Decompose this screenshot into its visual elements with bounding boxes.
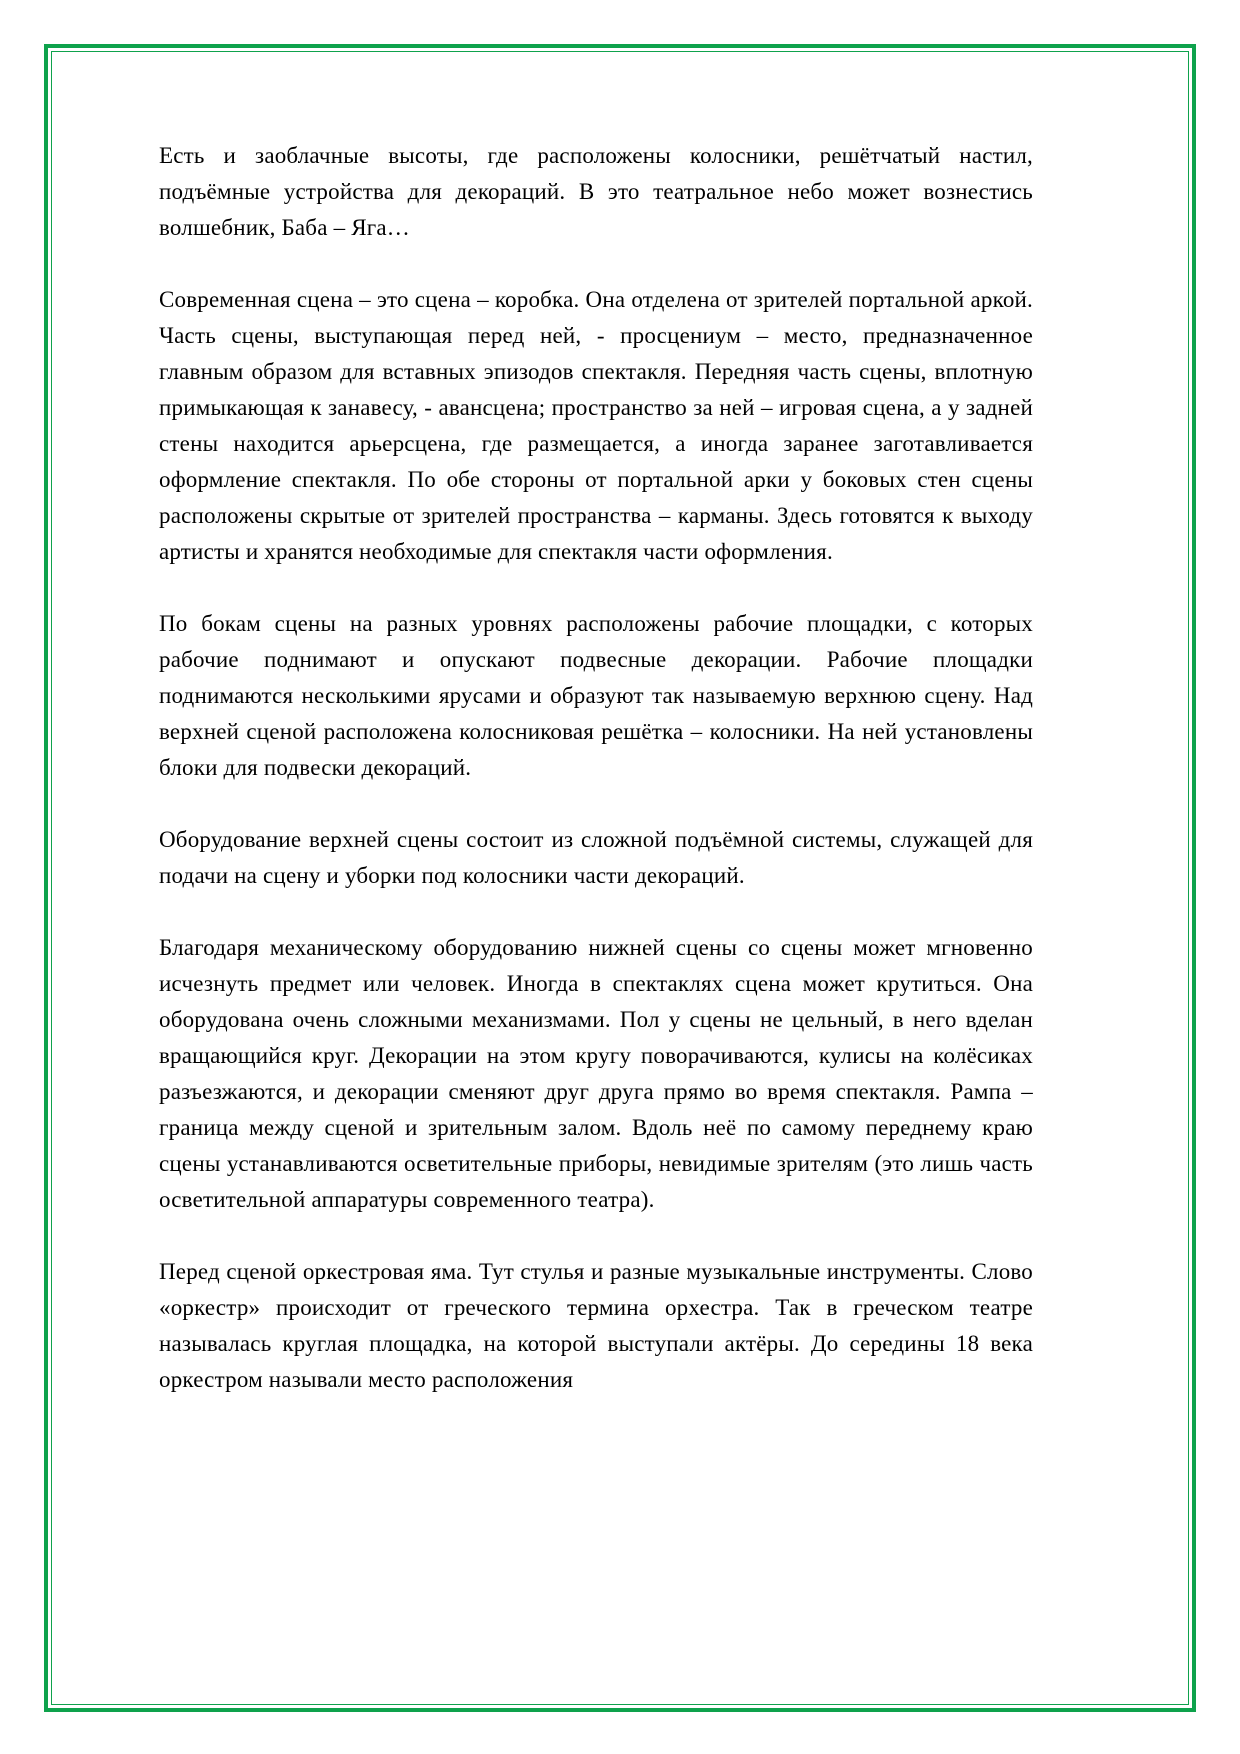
paragraph: Современная сцена – это сцена – коробка. Она отделена от зрителей портальной аркой. Часть сцены, выступающая перед ней, - просцениум – место, предназначенное главным образом для вставных эпизодов спектакля. Передняя часть сцены, вплотную примыкающая к занавесу, - авансцена; пространство за ней – игровая сцена, а у задней стены находится арьерсцена, где размещается, а иногда заранее заготавливается оформление спектакля. По обе стороны от портальной арки у боковых стен сцены расположены скрытые от зрителей пространства – карманы. Здесь готовятся к выходу артисты и хранятся необходимые для спектакля части оформления. [159, 287, 1033, 564]
paragraph: Оборудование верхней сцены состоит из сложной подъёмной системы, служащей для подачи на сцену и уборки под колосники части декораций. [159, 827, 1033, 888]
paragraph: Есть и заоблачные высоты, где расположены колосники, решётчатый настил, подъёмные устройства для декораций. В это театральное небо может вознестись волшебник, Баба – Яга… [159, 143, 1033, 240]
paragraph: Перед сценой оркестровая яма. Тут стулья и разные музыкальные инструменты. Слово «оркестр» происходит от греческого термина орхестра. Так в греческом театре называлась круглая площадка, на которой выступали актёры. До середины 18 века оркестром называли место расположения [159, 1259, 1033, 1392]
document-content [159, 138, 1033, 1434]
paragraph: По бокам сцены на разных уровнях расположены рабочие площадки, с которых рабочие поднимают и опускают подвесные декорации. Рабочие площадки поднимаются несколькими ярусами и образуют так называемую верхнюю сцену. Над верхней сценой расположена колосниковая решётка – колосники. На ней установлены блоки для подвески декораций. [159, 611, 1033, 780]
paragraph: Благодаря механическому оборудованию нижней сцены со сцены может мгновенно исчезнуть предмет или человек. Иногда в спектаклях сцена может крутиться. Она оборудована очень сложными механизмами. Пол у сцены не цельный, в него вделан вращающийся круг. Декорации на этом кругу поворачиваются, кулисы на колёсиках разъезжаются, и декорации сменяют друг друга прямо во время спектакля. Рампа – граница между сценой и зрительным залом. Вдоль неё по самому переднему краю сцены устанавливаются осветительные приборы, невидимые зрителям (это лишь часть осветительной аппаратуры современного театра). [159, 935, 1033, 1212]
